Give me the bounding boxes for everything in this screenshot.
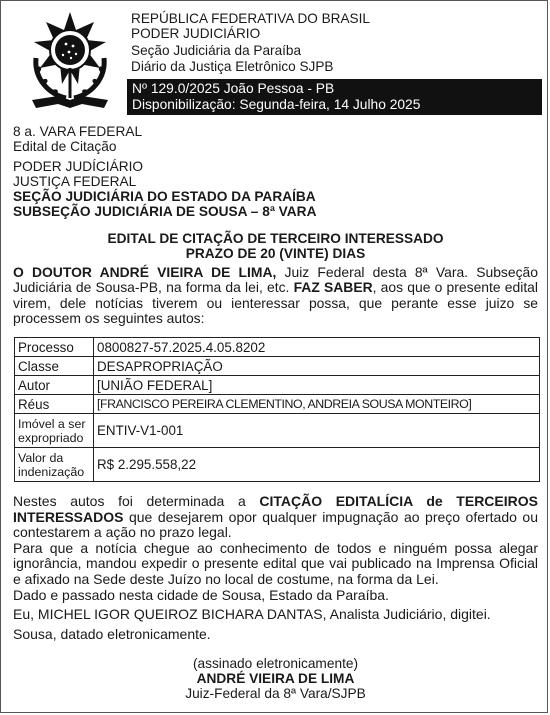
header-line: PODER JUDICIÁRIO — [131, 26, 261, 41]
edition-banner — [127, 79, 542, 115]
table-row — [15, 395, 540, 414]
header-line: REPÚBLICA FEDERATIVA DO BRASIL — [131, 11, 370, 26]
edital-title — [13, 231, 538, 261]
row-label: Classe — [15, 357, 94, 376]
brazil-coat-of-arms-icon — [22, 8, 118, 112]
place-paragraph: Dado e passado nesta cidade de Sousa, Estado da Paraíba. — [13, 586, 389, 603]
row-label: Réus — [15, 395, 94, 414]
subsecao-label: SUBSEÇÃO JUDICIÁRIA DE SOUSA – 8ª VARA — [13, 204, 317, 219]
publication-paragraph: Para que a notícia chegue ao conhecimento de todos e ninguém possa alegar ignorância, mandou expedir o presente edital que vai publicado na Imprensa Oficial e afixado na Sede deste Juízo no local de costume, na forma da Lei. — [13, 539, 538, 587]
intro-block — [13, 124, 538, 219]
availability-date: Disponibilização: Segunda-feira, 14 Julho 2025 — [132, 97, 421, 112]
header-lines — [131, 11, 370, 74]
preamble-text: , aos que o presente edital virem, dele notícias tiverem ou ienteressar possa, que perante esse juizo se processem os seguintes autos: — [13, 279, 538, 326]
citation-paragraph — [13, 494, 538, 541]
row-label: Processo — [15, 338, 94, 357]
clerk-paragraph: Eu, MICHEL IGOR QUEIROZ BICHARA DANTAS, Analista Judiciário, digitei. — [13, 606, 491, 623]
justica-label: JUSTIÇA FEDERAL — [13, 174, 137, 189]
title-line: EDITAL DE CITAÇÃO DE TERCEIRO INTERESSADO — [107, 231, 444, 246]
body-text: que desejarem opor qualquer impugnação ao preço ofertado ou contestarem a ação no prazo legal. — [13, 508, 538, 541]
row-value: [UNIÃO FEDERAL] — [94, 376, 540, 395]
body-text: Nestes autos foi determinada a — [13, 493, 260, 509]
table-row — [15, 338, 540, 357]
row-label: Valor da indenização — [15, 448, 94, 482]
process-table — [14, 337, 540, 482]
row-value: R$ 2.295.558,22 — [94, 448, 540, 482]
header-line: Diário da Justiça Eletrônico SJPB — [131, 59, 334, 74]
faz-saber: FAZ SABER — [293, 279, 373, 296]
row-value: 0800827-57.2025.4.05.8202 — [94, 338, 540, 357]
preamble-paragraph — [13, 265, 538, 326]
citation-highlight: CITAÇÃO EDITALÍCIA de TERCEIROS INTERESSADOS — [13, 493, 538, 525]
edition-number: Nº 129.0/2025 João Pessoa - PB — [132, 81, 335, 96]
signer-role: Juiz-Federal da 8ª Vara/SJPB — [185, 686, 366, 701]
secao-label: SEÇÃO JUDICIÁRIA DO ESTADO DA PARAÍBA — [13, 189, 316, 204]
vara-label: 8 a. VARA FEDERAL — [13, 124, 143, 139]
header-line: Seção Judiciária da Paraíba — [131, 43, 302, 58]
body-block — [13, 494, 538, 642]
table-row — [15, 376, 540, 395]
poder-label: PODER JUDÍCIÁRIO — [13, 159, 144, 174]
row-label: Imóvel a ser expropriado — [15, 414, 94, 448]
table-row — [15, 448, 540, 482]
row-label: Autor — [15, 376, 94, 395]
date-paragraph: Sousa, datado eletronicamente. — [13, 625, 211, 642]
row-value: ENTIV-V1-001 — [94, 414, 540, 448]
document-type: Edital de Citação — [13, 139, 117, 154]
row-value: [FRANCISCO PEREIRA CLEMENTINO, ANDREIA SOUSA MONTEIRO] — [94, 395, 540, 414]
judge-name: O DOUTOR ANDRÉ VIEIRA DE LIMA, — [13, 264, 277, 280]
preamble-text: Juiz Federal desta 8ª Vara. Subseção Judiciária de Sousa-PB, na forma da lei, etc. — [13, 264, 538, 296]
table-row — [15, 357, 540, 376]
table-row — [15, 414, 540, 448]
signature-block — [13, 656, 538, 701]
signature-note: (assinado eletronicamente) — [192, 656, 359, 671]
row-value: DESAPROPRIAÇÃO — [94, 357, 540, 376]
title-line: PRAZO DE 20 (VINTE) DIAS — [185, 246, 366, 261]
signer-name: ANDRÉ VIEIRA DE LIMA — [196, 671, 355, 686]
